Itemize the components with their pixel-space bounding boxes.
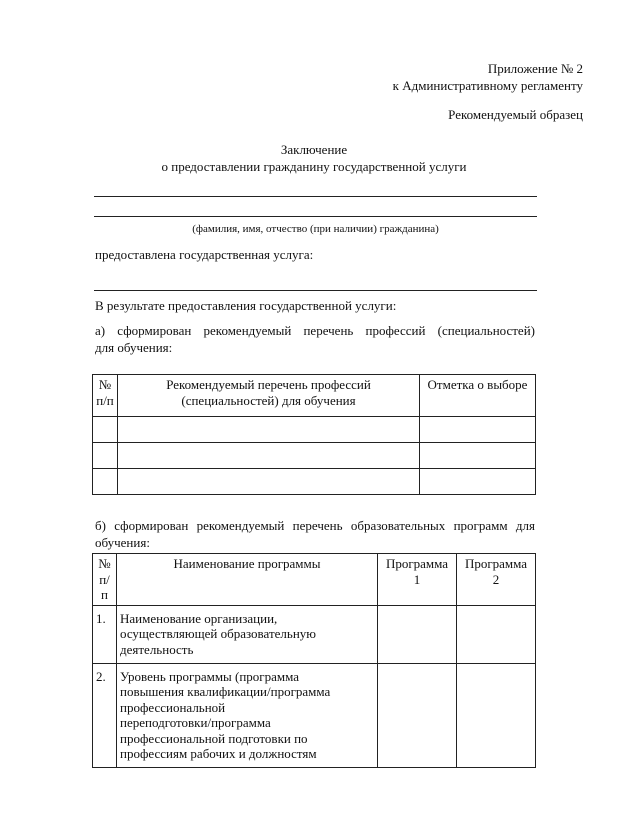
row-label-line: повышения квалификации/программа [120, 684, 331, 699]
empty-cell[interactable] [118, 417, 420, 443]
empty-cell[interactable] [457, 663, 536, 767]
row-label-line: профессиональной [120, 699, 226, 715]
row-label-line: деятельность [120, 641, 194, 657]
empty-cell[interactable] [93, 443, 118, 469]
table-row [93, 417, 536, 443]
programs-table [92, 553, 536, 768]
row-label-line: Наименование организации, [120, 610, 278, 626]
program-1-number: 1 [413, 571, 421, 587]
empty-cell[interactable] [378, 663, 457, 767]
empty-cell[interactable] [457, 605, 536, 663]
row-label-line: осуществляющей образовательную [120, 626, 316, 641]
programs-header-row [93, 554, 536, 606]
service-name-line [94, 290, 537, 291]
title-line-2: о предоставлении гражданину государственной услуги [161, 159, 467, 174]
empty-cell[interactable] [118, 469, 420, 495]
service-provided-label: предоставлена государственная услуга: [95, 247, 314, 262]
programs-col-num [93, 554, 117, 606]
citizen-name-line-2 [94, 216, 537, 217]
row-label [117, 605, 378, 663]
professions-header-row [93, 375, 536, 417]
citizen-name-line-1 [94, 196, 537, 197]
section-a-line-1: а) сформирован рекомендуемый перечень профессий (специальностей) [95, 323, 535, 338]
col-num-abbr: п/п [99, 571, 110, 602]
row-number: 1. [93, 605, 117, 663]
row-number: 2. [93, 663, 117, 767]
empty-cell[interactable] [420, 443, 536, 469]
programs-col-program-2 [457, 554, 536, 606]
col-num-symbol: № [98, 377, 112, 392]
program-2-label: Программа [464, 556, 528, 571]
title-line-1: Заключение [280, 142, 348, 157]
table-row [93, 469, 536, 495]
row-label-line: Уровень программы (программа [120, 668, 300, 684]
col-list-line-2: (специальностей) для обучения [181, 392, 356, 408]
empty-cell[interactable] [93, 469, 118, 495]
appendix-regulation: к Административному регламенту [392, 78, 583, 93]
table-row [93, 605, 536, 663]
professions-col-mark: Отметка о выборе [420, 375, 536, 417]
citizen-caption: (фамилия, имя, отчество (при наличии) гражданина) [192, 223, 439, 235]
table-row [93, 663, 536, 767]
program-2-number: 2 [492, 571, 500, 587]
professions-col-num [93, 375, 118, 417]
row-label-line: переподготовки/программа [120, 715, 271, 730]
section-a-line-2: для обучения: [95, 340, 173, 355]
result-intro: В результате предоставления государственной услуги: [95, 298, 397, 313]
row-label-line: профессиональной подготовки по [120, 730, 308, 746]
empty-cell[interactable] [93, 417, 118, 443]
appendix-header [300, 60, 583, 94]
section-b-line-1: б) сформирован рекомендуемый перечень образовательных программ для [95, 518, 535, 533]
col-num-symbol: № [98, 556, 111, 571]
row-label-line: профессиям рабочих и должностям [120, 746, 317, 761]
professions-table [92, 374, 536, 495]
empty-cell[interactable] [378, 605, 457, 663]
professions-col-list [118, 375, 420, 417]
document-title [94, 141, 534, 175]
empty-cell[interactable] [420, 469, 536, 495]
sample-label: Рекомендуемый образец [448, 107, 583, 122]
section-a-text [95, 322, 535, 356]
program-1-label: Программа [385, 556, 449, 571]
col-num-abbr: п/п [96, 392, 114, 408]
programs-col-name: Наименование программы [117, 554, 378, 606]
row-label [117, 663, 378, 767]
empty-cell[interactable] [118, 443, 420, 469]
section-b-text [95, 517, 535, 551]
col-list-line-1: Рекомендуемый перечень профессий [166, 377, 371, 392]
table-row [93, 443, 536, 469]
section-b-line-2: обучения: [95, 535, 150, 550]
programs-col-program-1 [378, 554, 457, 606]
empty-cell[interactable] [420, 417, 536, 443]
appendix-number: Приложение № 2 [487, 61, 583, 76]
